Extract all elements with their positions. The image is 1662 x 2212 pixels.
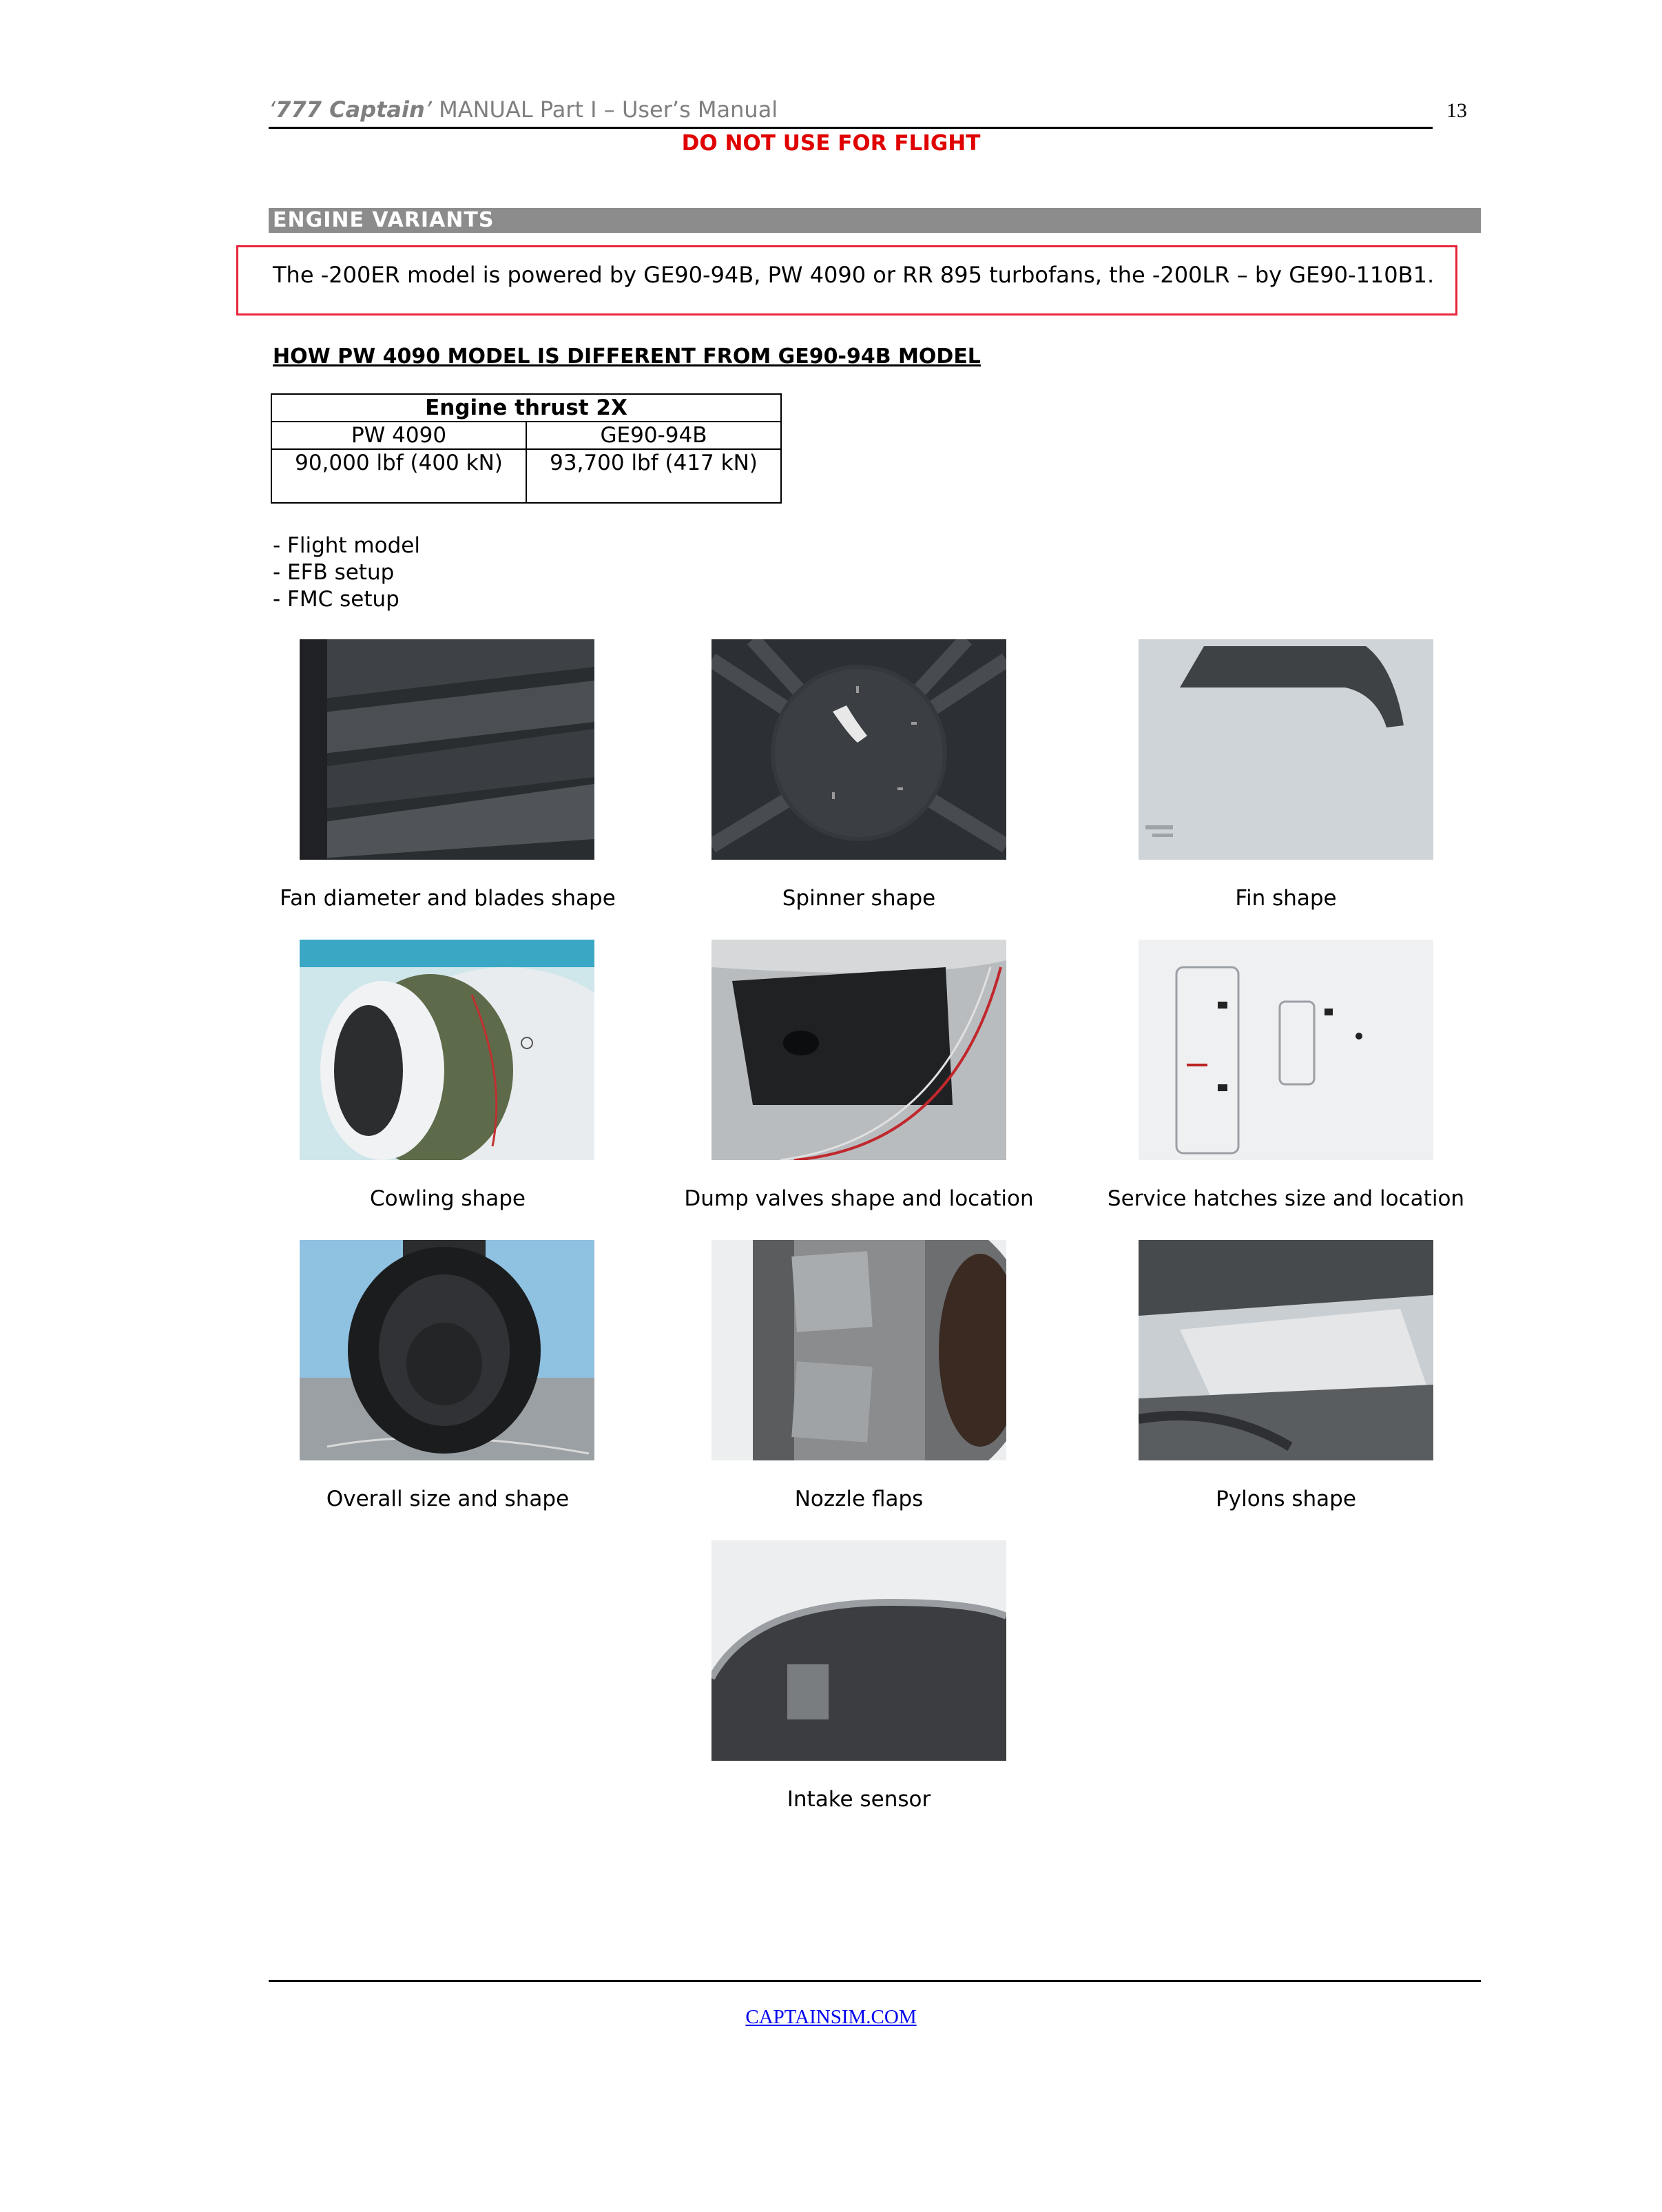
photo-intake-sensor	[711, 1540, 1006, 1761]
footer-rule	[269, 1980, 1481, 1982]
photo-caption: Overall size and shape	[326, 1487, 570, 1511]
photo-caption: Service hatches size and location	[1107, 1186, 1465, 1211]
table-value-ge9094b: 93,700 lbf (417 kN)	[526, 449, 781, 503]
header-title: ‘777 Captain’ MANUAL Part I – User’s Manual	[269, 96, 778, 123]
photo-caption: Spinner shape	[782, 886, 936, 911]
photo-spinner	[711, 639, 1006, 860]
photo-nozzle-flaps	[711, 1240, 1006, 1460]
table-col-pw4090: PW 4090	[271, 422, 526, 449]
photo-service-hatches	[1139, 940, 1433, 1160]
footer-link[interactable]: CAPTAINSIM.COM	[745, 2006, 917, 2028]
thrust-table	[271, 393, 782, 504]
photo-cowling	[300, 940, 594, 1160]
photo-caption: Nozzle flaps	[794, 1487, 924, 1511]
variants-text: The -200ER model is powered by GE90-94B, PW 4090 or RR 895 turbofans, the -200LR – by GE90-110B1.	[273, 262, 1435, 288]
list-item: - EFB setup	[273, 560, 395, 585]
photo-pylons	[1139, 1240, 1433, 1460]
photo-fin	[1139, 639, 1433, 860]
photo-caption: Dump valves shape and location	[684, 1186, 1034, 1211]
photo-caption: Cowling shape	[370, 1186, 526, 1211]
photo-overall-size	[300, 1240, 594, 1460]
photo-caption: Fin shape	[1235, 886, 1337, 911]
flight-warning: DO NOT USE FOR FLIGHT	[681, 131, 981, 156]
photo-caption: Fan diameter and blades shape	[280, 886, 616, 911]
page-number: 13	[1446, 99, 1467, 122]
header-rule	[269, 127, 1433, 129]
list-item: - FMC setup	[273, 587, 399, 612]
photo-caption: Intake sensor	[787, 1787, 931, 1812]
list-item: - Flight model	[273, 533, 420, 558]
table-header: Engine thrust 2X	[271, 394, 781, 422]
photo-dump-valves	[711, 940, 1006, 1160]
section-title: ENGINE VARIANTS	[273, 208, 495, 232]
table-value-pw4090: 90,000 lbf (400 kN)	[271, 449, 526, 503]
photo-fan-blades	[300, 639, 594, 860]
difference-heading: HOW PW 4090 MODEL IS DIFFERENT FROM GE90-94B MODEL	[273, 344, 981, 369]
table-col-ge9094b: GE90-94B	[526, 422, 781, 449]
photo-caption: Pylons shape	[1216, 1487, 1356, 1511]
